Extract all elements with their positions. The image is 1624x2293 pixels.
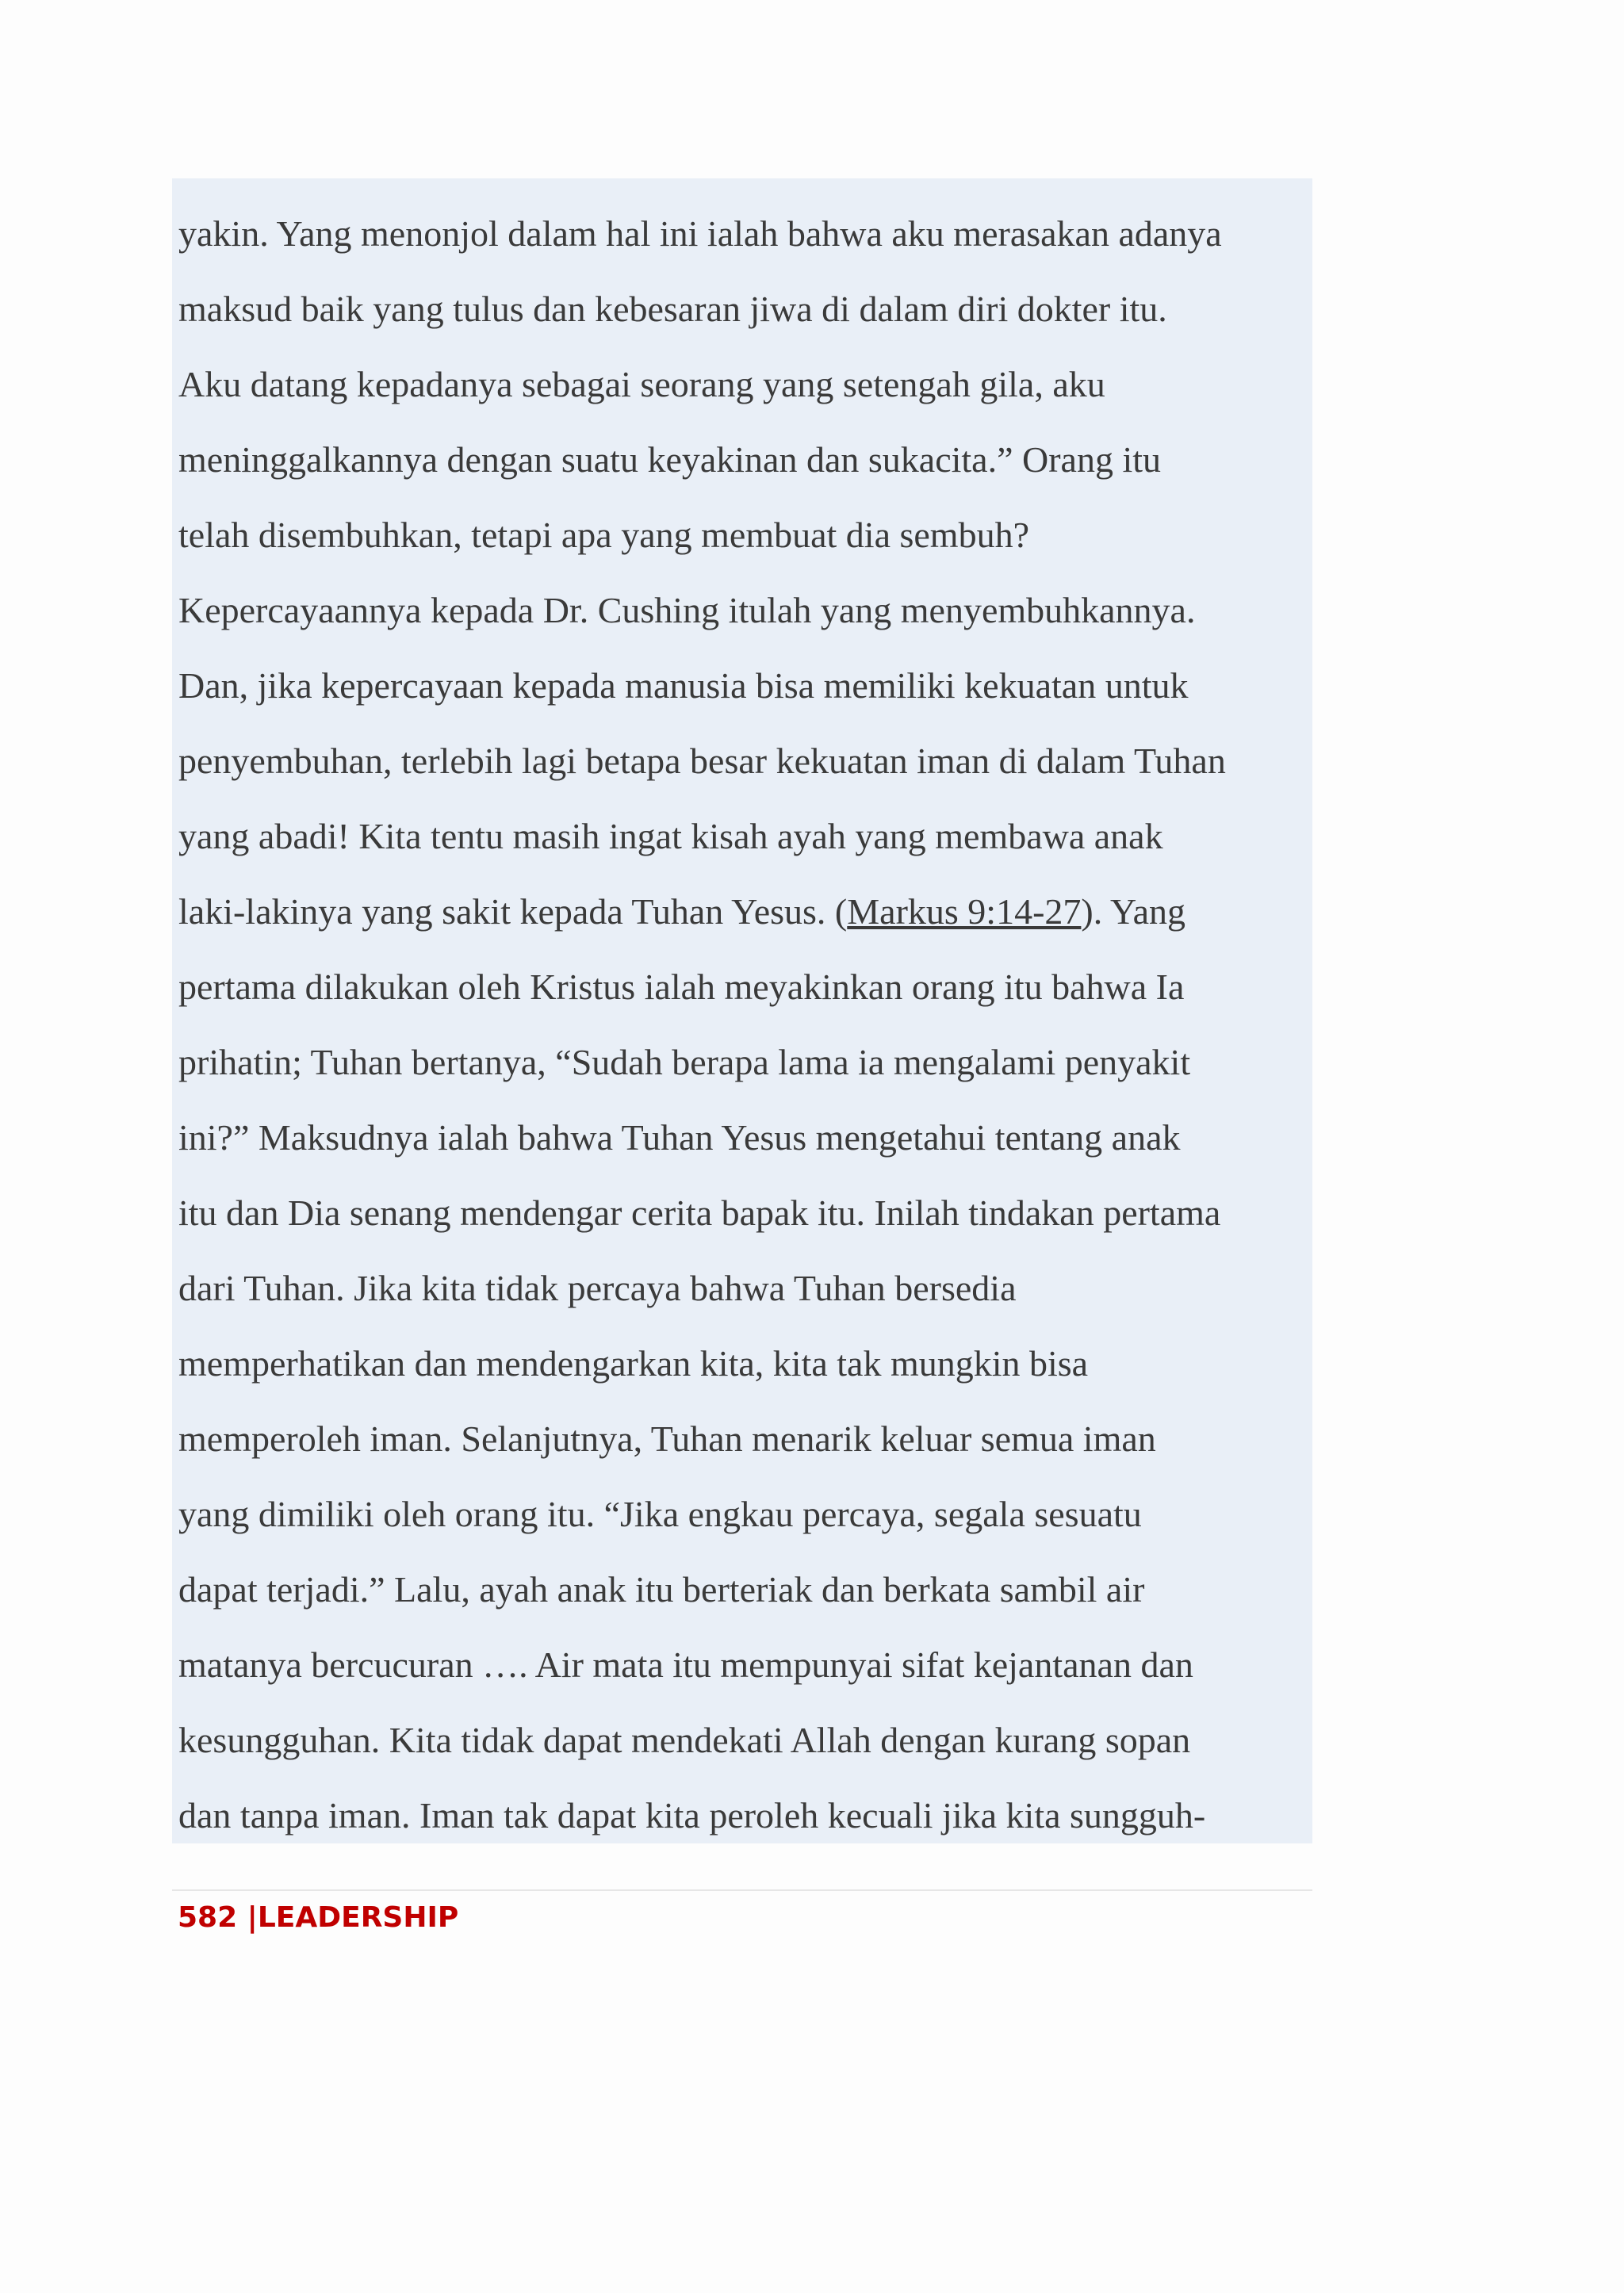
text-line: meninggalkannya dengan suatu keyakinan dan sukacita.” Orang itu (178, 439, 1162, 480)
text-line-with-link (178, 888, 1185, 936)
text-line: yakin. Yang menonjol dalam hal ini ialah bahwa aku merasakan adanya (178, 213, 1222, 254)
text-line: pertama dilakukan oleh Kristus ialah meyakinkan orang itu bahwa Ia (178, 967, 1185, 1007)
page-footer-label: 582 |LEADERSHIP (178, 1901, 459, 1934)
text-segment: laki-lakinya yang sakit kepada Tuhan Yesus. ( (178, 891, 848, 932)
text-segment: ). Yang (1081, 891, 1186, 932)
text-line: ini?” Maksudnya ialah bahwa Tuhan Yesus mengetahui tentang anak (178, 1117, 1181, 1158)
text-line: maksud baik yang tulus dan kebesaran jiwa di dalam diri dokter itu. (178, 289, 1167, 329)
footer-divider (172, 1889, 1312, 1891)
text-line: telah disembuhkan, tetapi apa yang membuat dia sembuh? (178, 515, 1030, 555)
text-line: memperhatikan dan mendengarkan kita, kita tak mungkin bisa (178, 1343, 1089, 1384)
text-line: prihatin; Tuhan bertanya, “Sudah berapa lama ia mengalami penyakit (178, 1042, 1191, 1082)
text-line: kesungguhan. Kita tidak dapat mendekati Allah dengan kurang sopan (178, 1720, 1191, 1760)
text-block (172, 178, 1312, 1843)
text-line: memperoleh iman. Selanjutnya, Tuhan menarik keluar semua iman (178, 1418, 1156, 1459)
text-line: penyembuhan, terlebih lagi betapa besar kekuatan iman di dalam Tuhan (178, 741, 1226, 781)
text-line: yang dimiliki oleh orang itu. “Jika engkau percaya, segala sesuatu (178, 1494, 1142, 1534)
text-line: Dan, jika kepercayaan kepada manusia bisa memiliki kekuatan untuk (178, 665, 1189, 706)
text-line: dari Tuhan. Jika kita tidak percaya bahwa Tuhan bersedia (178, 1268, 1017, 1308)
text-line: yang abadi! Kita tentu masih ingat kisah ayah yang membawa anak (178, 816, 1163, 856)
text-line: itu dan Dia senang mendengar cerita bapak itu. Inilah tindakan pertama (178, 1192, 1221, 1233)
scripture-reference-link[interactable]: Markus 9:14-27 (847, 891, 1082, 932)
text-line: Kepercayaannya kepada Dr. Cushing itulah yang menyembuhkannya. (178, 590, 1196, 630)
text-line: Aku datang kepadanya sebagai seorang yang setengah gila, aku (178, 364, 1105, 404)
text-line: matanya bercucuran …. Air mata itu mempunyai sifat kejantanan dan (178, 1644, 1193, 1685)
text-line: dapat terjadi.” Lalu, ayah anak itu berteriak dan berkata sambil air (178, 1569, 1145, 1610)
text-line: dan tanpa iman. Iman tak dapat kita peroleh kecuali jika kita sungguh- (178, 1795, 1206, 1836)
